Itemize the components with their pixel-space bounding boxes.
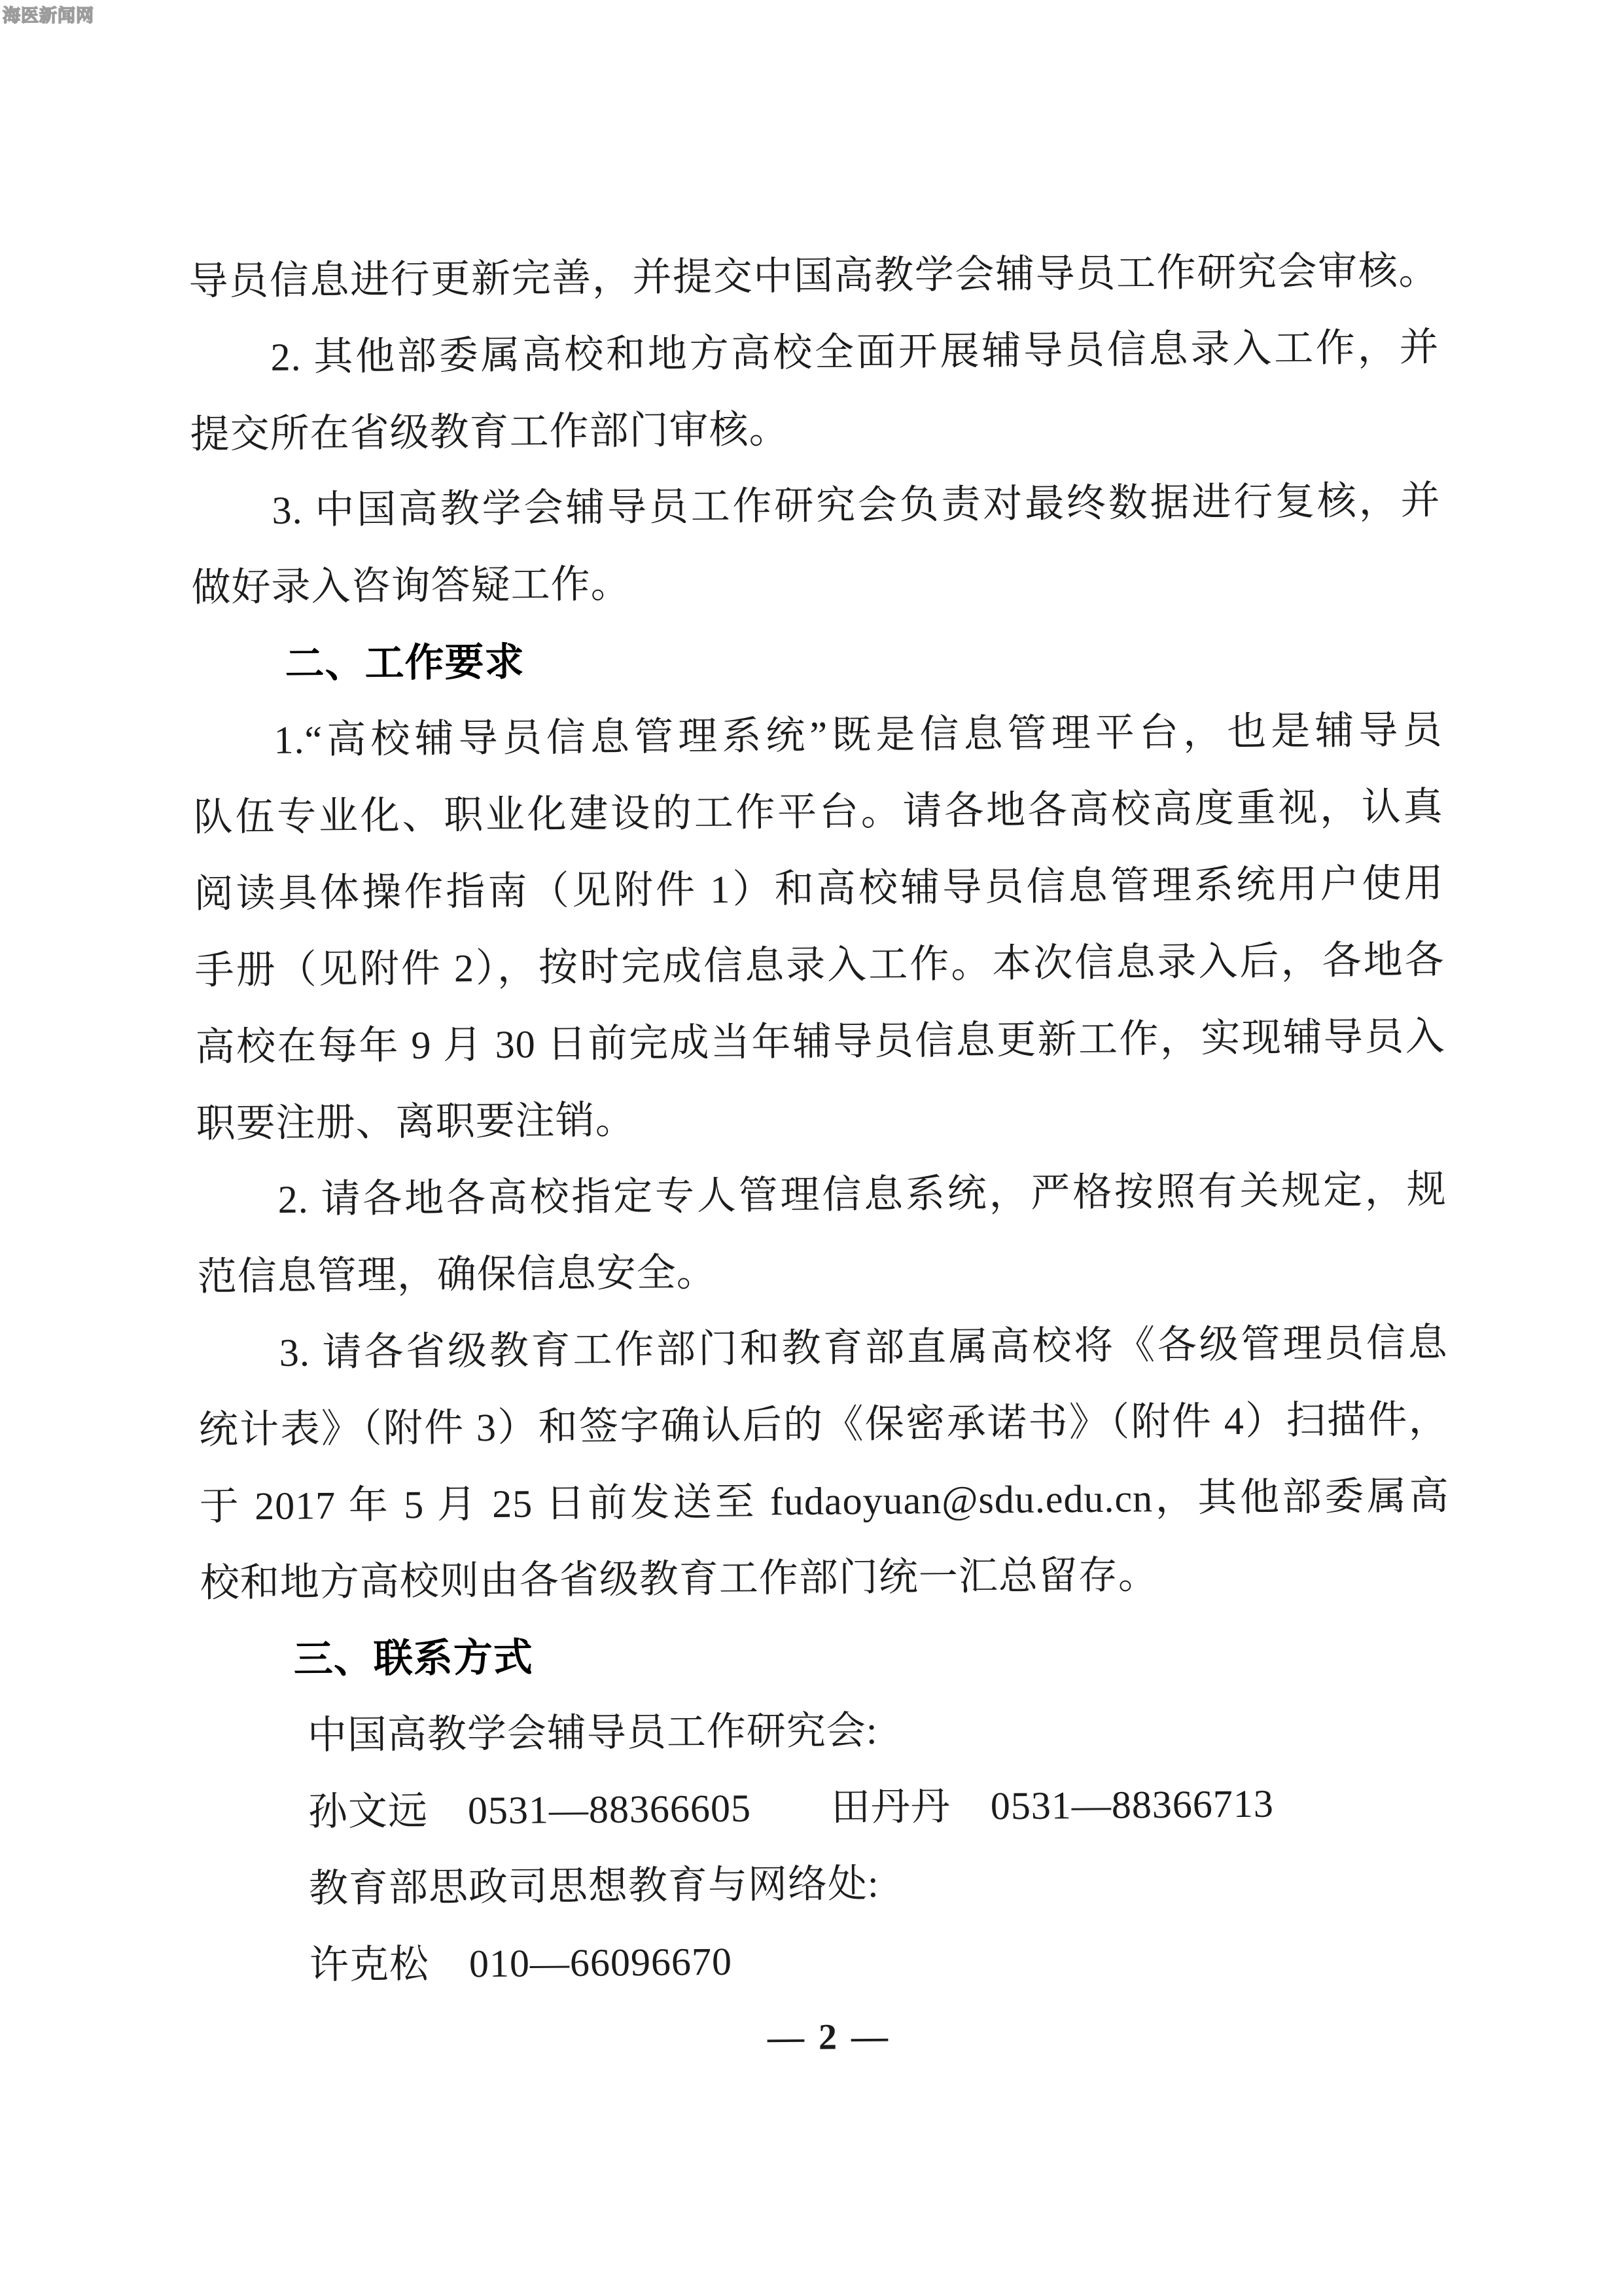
text-line: 许克松 010—66096670 [309, 1939, 733, 1987]
text-line: 校和地方高校则由各省级教育工作部门统一汇总留存。 [200, 1553, 1159, 1605]
text-lines [188, 232, 1453, 2005]
text-line: 于 2017 年 5 月 25 日前发送至 fudaoyuan@sdu.edu.cn，其他部委属高 [199, 1474, 1450, 1528]
text-line: 高校在每年 9 月 30 日前完成当年辅导员信息更新工作，实现辅导员入 [195, 1014, 1445, 1069]
text-line: 提交所在省级教育工作部门审核。 [190, 408, 789, 456]
text-line: 孙文远 0531—88366605 田丹丹 0531—88366713 [308, 1782, 1275, 1834]
text-line: 2. 其他部委属高校和地方高校全面开展辅导员信息录入工作，并 [270, 325, 1439, 379]
text-line: 职要注册、离职要注销。 [196, 1098, 635, 1145]
text-line: 阅读具体操作指南（见附件 1）和高校辅导员信息管理系统用户使用 [194, 861, 1444, 916]
text-line: 三、联系方式 [293, 1635, 534, 1681]
text-line: 2. 请各地各高校指定专人管理信息系统，严格按照有关规定，规 [277, 1168, 1447, 1221]
text-line: 导员信息进行更新完善，并提交中国高教学会辅导员工作研究会审核。 [188, 249, 1439, 303]
text-line: 中国高教学会辅导员工作研究会: [307, 1708, 878, 1757]
text-line: 3. 中国高教学会辅导员工作研究会负责对最终数据进行复核，并 [272, 478, 1441, 532]
text-line: 手册（见附件 2），按时完成信息录入工作。本次信息录入后，各地各 [194, 938, 1445, 992]
text-line: 统计表》（附件 3）和签字确认后的《保密承诺书》（附件 4）扫描件， [198, 1397, 1449, 1452]
text-line: 做好录入咨询答疑工作。 [191, 562, 631, 609]
text-line: 二、工作要求 [285, 639, 525, 686]
document-body [188, 232, 1454, 2081]
text-line: 范信息管理，确保信息安全。 [197, 1251, 717, 1299]
text-line: 教育部思政司思想教育与网络处: [308, 1861, 879, 1910]
text-line: 1.“高校辅导员信息管理系统”既是信息管理平台，也是辅导员 [274, 708, 1443, 762]
text-line: 队伍专业化、职业化建设的工作平台。请各地各高校高度重视，认真 [193, 785, 1443, 839]
text-line: 3. 请各省级教育工作部门和教育部直属高校将《各级管理员信息 [279, 1321, 1449, 1374]
watermark-logo: 海医新闻网 [3, 6, 94, 26]
page-number: — 2 — [767, 2016, 891, 2058]
